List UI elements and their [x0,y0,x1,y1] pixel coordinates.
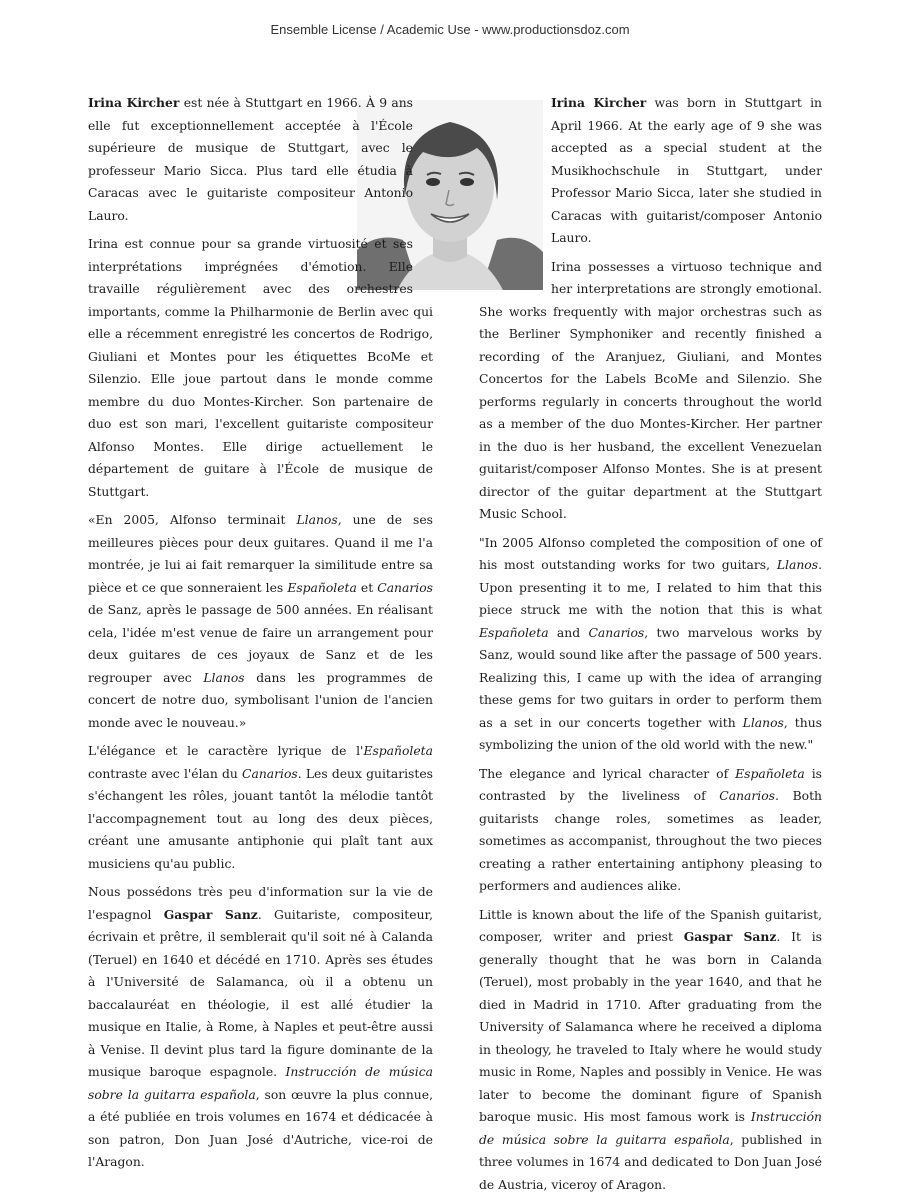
sanz-paragraph-fr: Nous possédons très peu d'information sur la vie de l'espagnol Gaspar Sanz. Guitariste, compositeur, écrivain et prêtre, il semblerait qu'il soit né à Calanda (Teruel) en 1640 et décédé en 1710. Après ses études à l'Université de Salamanca, où il a obtenu un baccalauréat en théologie, il est allé étudier la musique en Italie, à Rome, à Naples et peut-être aussi à Venise. Il devint plus tard la figure dominante de la musique baroque espagnole. Instrucción de música sobre la guitarra española, son œuvre la plus connue, a été publiée en trois volumes en 1674 et dédicacée à son patron, Don Juan José d'Autriche, vice-roi de l'Aragon. [88,885,433,1169]
artist-name: Irina Kircher [88,95,180,110]
career-paragraph-fr: Irina est connue pour sa grande virtuosité et ses interprétations imprégnées d'émotion. Elle travaille régulièrement avec des orchestres importants, comme la Philharmonie de Berlin avec qui elle a récemment enregistré les concertos de Rodrigo, Giuliani et Montes pour les étiquettes BcoMe et Silenzio. Elle joue partout dans le monde comme membre du duo Montes-Kircher. Son partenaire de duo est son mari, l'excellent guitariste compositeur Alfonso Montes. Elle dirige actuellement le département de guitare à l'École de musique de Stuttgart. [88,237,433,499]
french-column [88,92,433,1180]
bio-paragraph-fr: Irina Kircher est née à Stuttgart en 1966. À 9 ans elle fut exceptionnellement acceptée à l'École supérieure de musique de Stuttgart, avec le professeur Mario Sicca. Plus tard elle étudia à Caracas avec le guitariste compositeur Antonio Lauro. [88,95,413,223]
composer-name: Gaspar Sanz [163,906,258,922]
elegance-paragraph-fr: L'élégance et le caractère lyrique de l'Españoleta contraste avec l'élan du Canarios. Les deux guitaristes s'échangent les rôles, jouant tantôt la mélodie tantôt l'accompagnement tout au long des deux pièces, créant une amusante antiphonie qui plaît tant aux musiciens qu'au public. [88,744,433,871]
english-column [479,92,822,1202]
composer-name: Gaspar Sanz [683,929,777,944]
page-header: Ensemble License / Academic Use - www.productionsdoz.com [270,22,630,37]
quote-paragraph-fr: «En 2005, Alfonso terminait Llanos, une de ses meilleures pièces pour deux guitares. Quand il me l'a montrée, je lui ai fait remarquer la similitude entre sa pièce et ce que sonneraient les Españoleta et Canarios de Sanz, après le passage de 500 années. En réalisant cela, l'idée m'est venue de faire un arrangement pour deux guitares de ces joyaux de Sanz et de les regrouper avec Llanos dans les programmes de concert de notre duo, symbolisant l'union de l'ancien monde avec le nouveau.» [88,513,433,730]
sanz-paragraph-en: Little is known about the life of the Spanish guitarist, composer, writer and priest Gaspar Sanz. It is generally thought that he was born in Calanda (Teruel), most probably in the year 1640, and that he died in Madrid in 1710. After graduating from the University of Salamanca where he received a diploma in theology, he traveled to Italy where he would study music in Rome, Naples and possibly in Venice. He was later to become the dominant figure of Spanish baroque music. His most famous work is Instrucción de música sobre la guitarra española, published in three volumes in 1674 and dedicated to Don Juan José de Austria, viceroy of Aragon. [479,907,822,1192]
bio-paragraph-en: Irina Kircher was born in Stuttgart in April 1966. At the early age of 9 she was accepted as a special student at the Musikhochschule in Stuttgart, under Professor Mario Sicca, later she studied in Caracas with guitarist/composer Antonio Lauro. [551,95,822,245]
elegance-paragraph-en: The elegance and lyrical character of Españoleta is contrasted by the liveliness of Canarios. Both guitarists change roles, sometimes as leader, sometimes as accompanist, throughout the two pieces creating a rather entertaining antiphony pleasing to performers and audiences alike. [479,766,822,893]
artist-name: Irina Kircher [551,95,647,110]
quote-paragraph-en: "In 2005 Alfonso completed the composition of one of his most outstanding works for two guitars, Llanos. Upon presenting it to me, I related to him that this piece struck me with the notion that this is what Españoleta and Canarios, two marvelous works by Sanz, would sound like after the passage of 500 years. Realizing this, I came up with the idea of arranging these gems for two guitars in order to perform them as a set in our concerts together with Llanos, thus symbolizing the union of the old world with the new." [479,535,822,752]
career-paragraph-en: Irina possesses a virtuoso technique and her interpretations are strongly emotional. She works frequently with major orchestras such as the Berliner Symphoniker and recently finished a recording of the Aranjuez, Giuliani, and Montes Concertos for the Labels BcoMe and Silenzio. She performs regularly in concerts throughout the world as a member of the duo Montes-Kircher. Her partner in the duo is her husband, the excellent Venezuelan guitarist/composer Alfonso Montes. She is at present director of the guitar department at the Stuttgart Music School. [479,259,822,521]
work-title: Instrucción de música sobre la guitarra española [88,1065,433,1102]
work-title: Instrucción de música sobre la guitarra española [479,1110,822,1147]
